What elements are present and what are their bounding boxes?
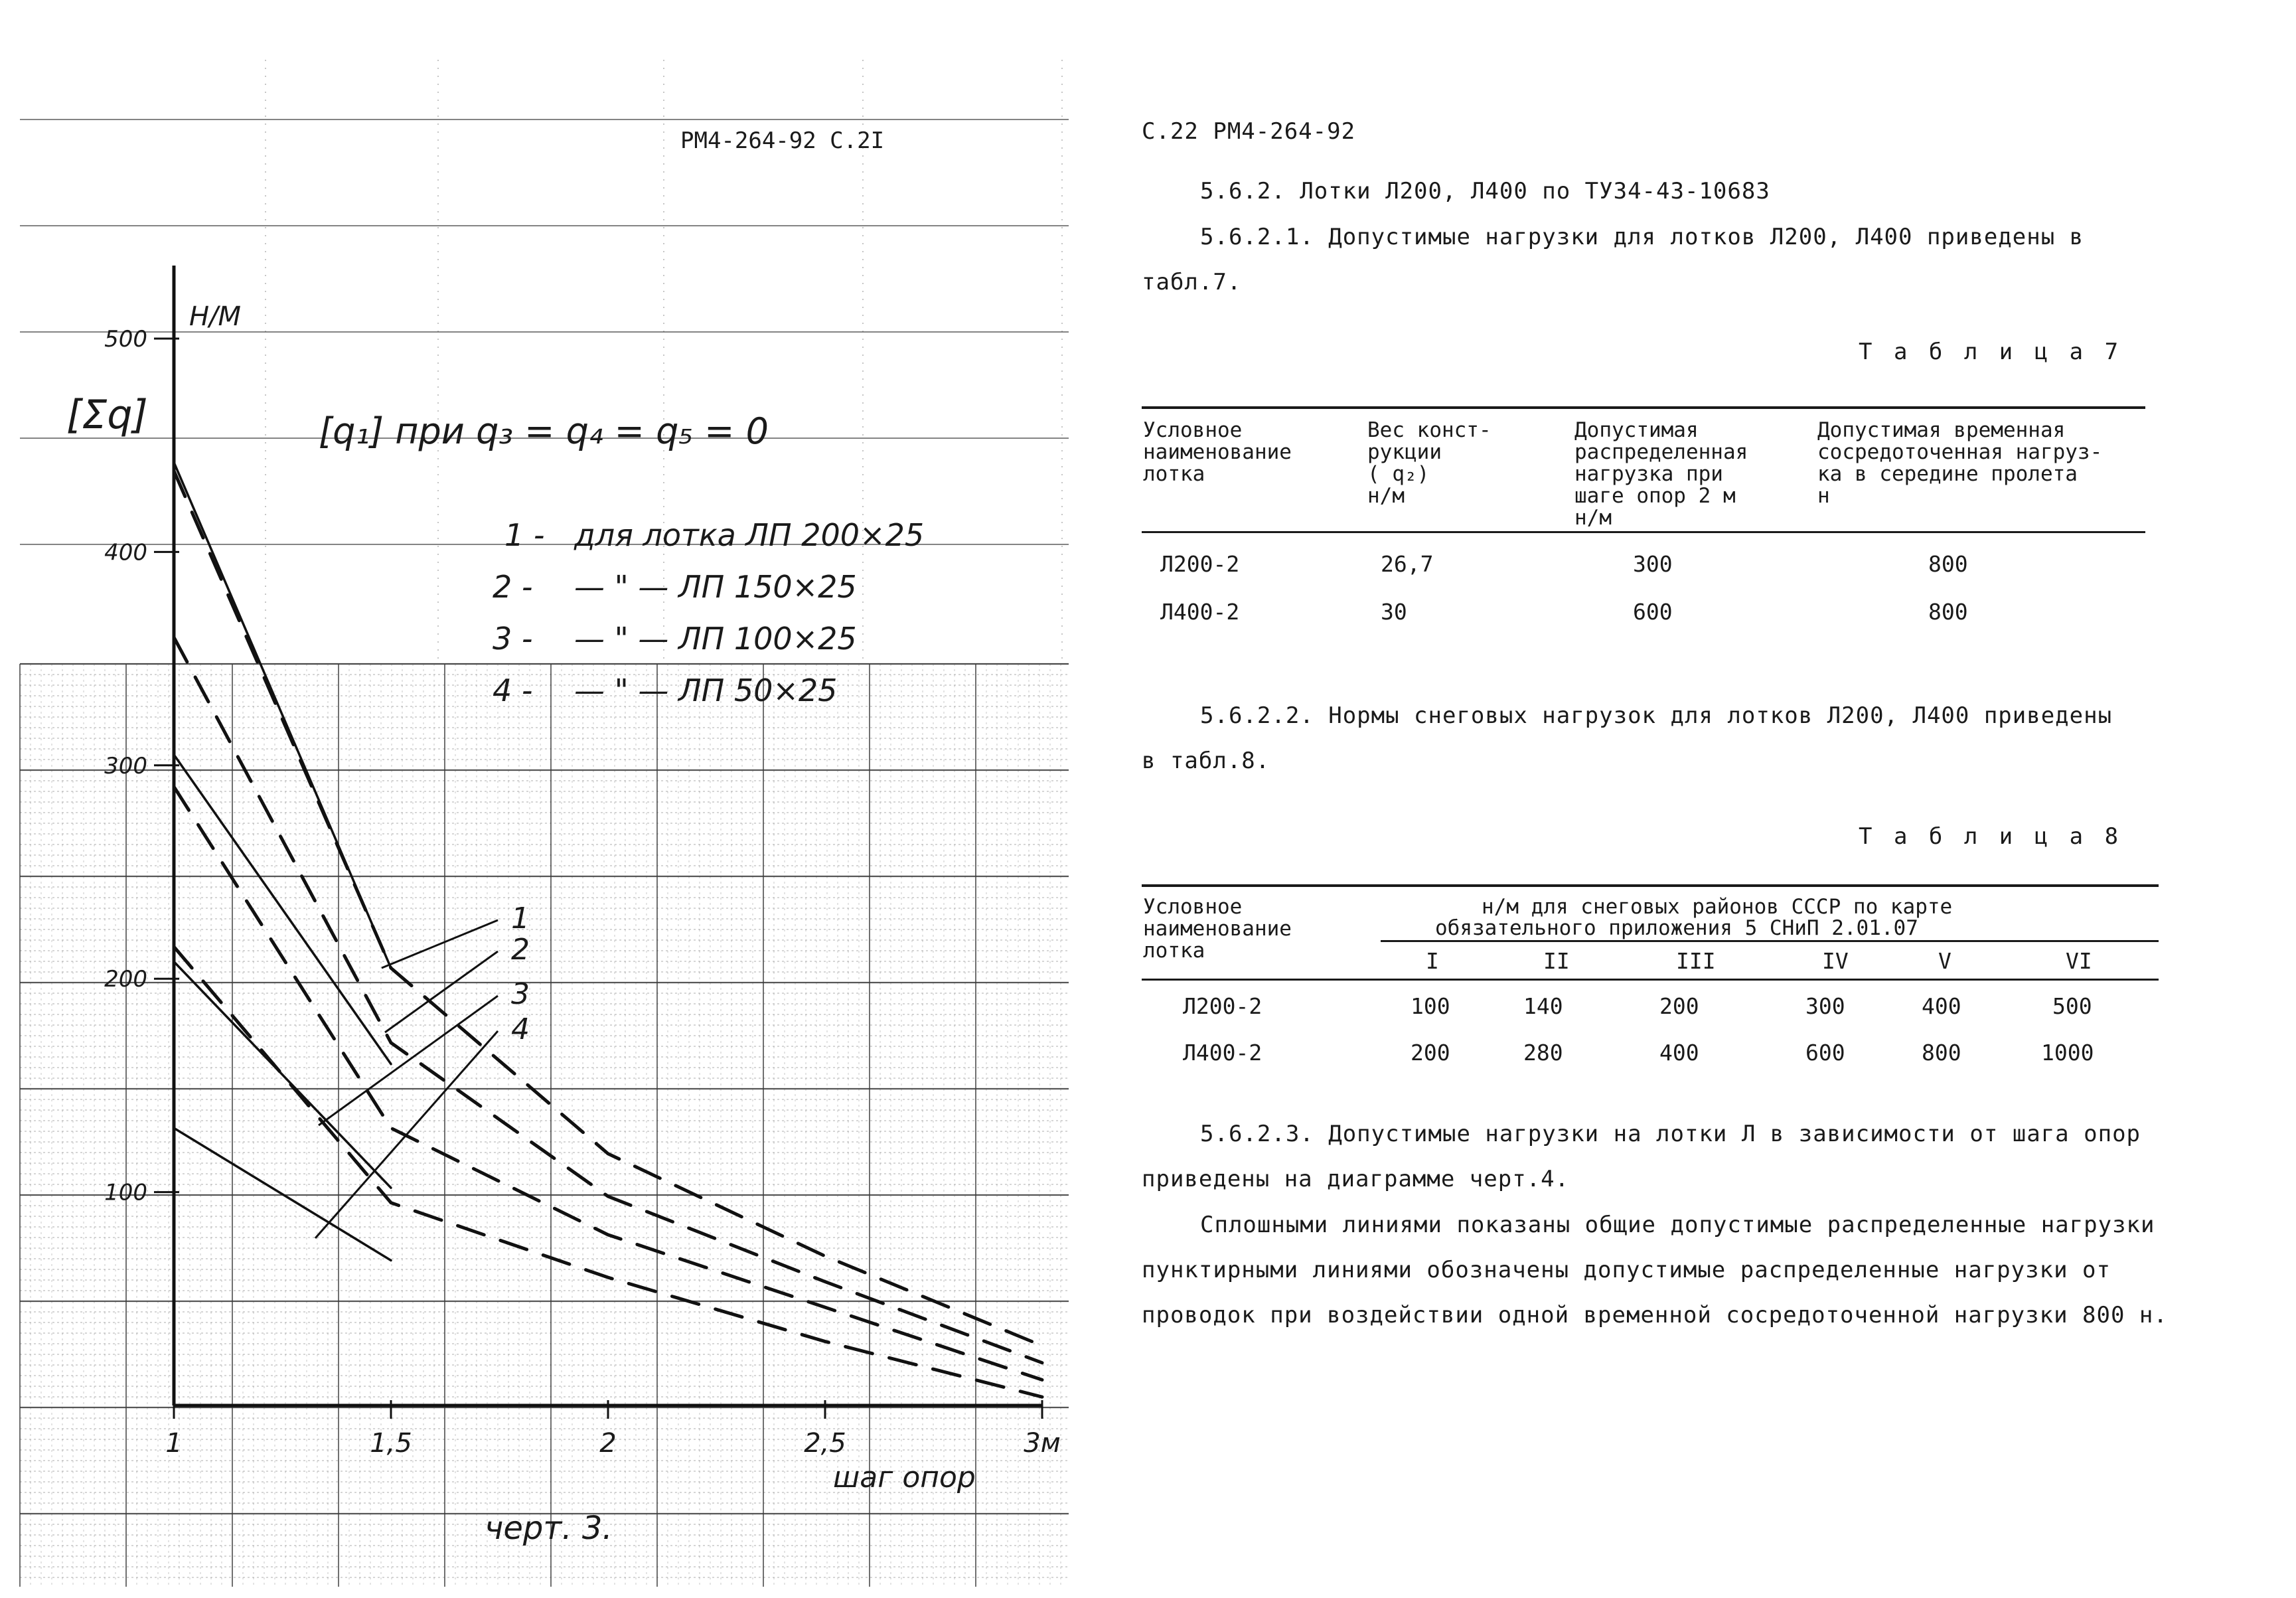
legend-text: — " — ЛП 100×25 (574, 621, 857, 657)
table8-r1-III: 200 (1659, 993, 1699, 1019)
table8-r2-IV: 600 (1805, 1040, 1845, 1066)
legend-text: — " — ЛП 50×25 (574, 673, 838, 708)
section-5-6-2-2-line2: в табл.8. (1142, 748, 1270, 774)
table8-r1-I: 100 (1411, 993, 1450, 1019)
table8-group-header-2: обязательного приложения 5 СНиП 2.01.07 (1435, 916, 1918, 940)
legend-text: для лотка ЛП 200×25 (574, 517, 925, 553)
graph-paper-grid (20, 60, 1069, 1587)
callout-leader (385, 951, 498, 1032)
y-axis-symbol: [Σq] (66, 392, 148, 438)
right-page (1142, 0, 2296, 1598)
right-page-header: С.22 РМ4-264-92 (1142, 118, 1356, 145)
table7-header-weight: Вес конст- рукции ( q₂) н/м (1367, 418, 1492, 508)
legend-text: — " — ЛП 150×25 (574, 569, 857, 605)
y-tick-label: 100 (104, 1179, 147, 1206)
table7-r2-name: Л400-2 (1160, 599, 1240, 625)
y-tick-label: 200 (104, 966, 147, 993)
table8-col-VI: VI (2066, 948, 2092, 974)
table8-col-IV: IV (1822, 948, 1849, 974)
table7-header-distributed: Допустимая распределенная нагрузка при шаге опор 2 м н/м (1574, 418, 1748, 530)
callout-label: 3 (511, 977, 530, 1011)
series-line-solid-4 (174, 1128, 391, 1260)
table8-r1-VI: 500 (2052, 993, 2092, 1019)
table7-r2-distributed: 600 (1633, 599, 1673, 625)
section-5-6-2: 5.6.2. Лотки Л200, Л400 по ТУ34-43-10683 (1200, 178, 1770, 204)
table7-r2-weight: 30 (1381, 599, 1407, 625)
table8-r2-II: 280 (1523, 1040, 1563, 1066)
table8-r1-IV: 300 (1805, 993, 1845, 1019)
y-tick-label: 500 (104, 326, 147, 353)
table7-r1-concentrated: 800 (1928, 551, 1968, 577)
table7-r1-distributed: 300 (1633, 551, 1673, 577)
section-5-6-2-1-line1: 5.6.2.1. Допустимые нагрузки для лотков Л200, Л400 приведены в (1200, 224, 2084, 250)
chart-condition: [q₁] при q₃ = q₄ = q₅ = 0 (319, 410, 769, 452)
left-page-header: РМ4-264-92 С.2I (680, 127, 885, 154)
table8-r1-name: Л200-2 (1183, 993, 1263, 1019)
table8-title: Т а б л и ц а 8 (1859, 823, 2123, 850)
table8-col-III: III (1676, 948, 1716, 974)
section-5-6-2-1-line2: табл.7. (1142, 269, 1242, 295)
legend-number: 4 - (493, 673, 533, 708)
table8-col-I: I (1426, 948, 1439, 974)
legend-number: 1 - (504, 517, 545, 553)
table8-r2-VI: 1000 (2041, 1040, 2094, 1066)
table8-group-header-1: н/м для снеговых районов СССР по карте (1482, 895, 1953, 919)
legend-number: 2 - (493, 569, 533, 605)
table8-col-V: V (1938, 948, 1952, 974)
paragraph-concentrated-load: проводок при воздействии одной временной сосредоточенной нагрузки 800 н. (1142, 1302, 2168, 1328)
table7-r2-concentrated: 800 (1928, 599, 1968, 625)
table8-r2-I: 200 (1411, 1040, 1450, 1066)
left-page (0, 0, 1089, 1598)
table8-r1-V: 400 (1922, 993, 1961, 1019)
x-axis-label: шаг опор (833, 1461, 976, 1494)
x-tick-label: 2 (599, 1428, 617, 1459)
chart-labels (66, 301, 1061, 1547)
load-chart (0, 0, 1089, 1598)
table7-title: Т а б л и ц а 7 (1859, 339, 2123, 365)
chart-caption: черт. 3. (485, 1510, 613, 1547)
series-line-solid-1 (174, 462, 391, 968)
paragraph-dashed-lines: пунктирными линиями обозначены допустимые распределенные нагрузки от (1142, 1257, 2111, 1283)
section-5-6-2-2-line1: 5.6.2.2. Нормы снеговых нагрузок для лотков Л200, Л400 приведены (1200, 702, 2113, 729)
table8-header-name: Условное наименование лотка (1143, 895, 1292, 963)
callout-label: 4 (511, 1012, 530, 1046)
table8-r1-II: 140 (1523, 993, 1563, 1019)
section-5-6-2-3-line2: приведены на диаграмме черт.4. (1142, 1166, 1570, 1192)
table8-r2-III: 400 (1659, 1040, 1699, 1066)
table7-header-concentrated: Допустимая временная сосредоточенная нагруз- ка в середине пролета н (1817, 418, 2103, 508)
callout-label: 2 (511, 933, 530, 967)
table7-r1-weight: 26,7 (1381, 551, 1434, 577)
x-tick-label: 3м (1024, 1428, 1061, 1459)
y-axis-label: Н/М (189, 301, 242, 332)
series-line-solid-2 (174, 755, 391, 1064)
section-5-6-2-3-line1: 5.6.2.3. Допустимые нагрузки на лотки Л в зависимости от шага опор (1200, 1121, 2141, 1147)
table8-col-II: II (1543, 948, 1570, 974)
table8-r2-name: Л400-2 (1183, 1040, 1263, 1066)
callout-leader (382, 920, 498, 968)
callout-label: 1 (511, 902, 530, 935)
y-tick-label: 400 (104, 539, 147, 566)
paragraph-solid-lines: Сплошными линиями показаны общие допустимые распределенные нагрузки (1200, 1212, 2155, 1238)
y-tick-label: 300 (104, 752, 147, 779)
legend-number: 3 - (493, 621, 533, 657)
x-tick-label: 1,5 (370, 1428, 412, 1459)
x-tick-label: 2,5 (804, 1428, 846, 1459)
x-tick-label: 1 (165, 1428, 183, 1459)
table7-r1-name: Л200-2 (1160, 551, 1240, 577)
table7-header-name: Условное наименование лотка (1143, 418, 1292, 486)
table8-r2-V: 800 (1922, 1040, 1961, 1066)
